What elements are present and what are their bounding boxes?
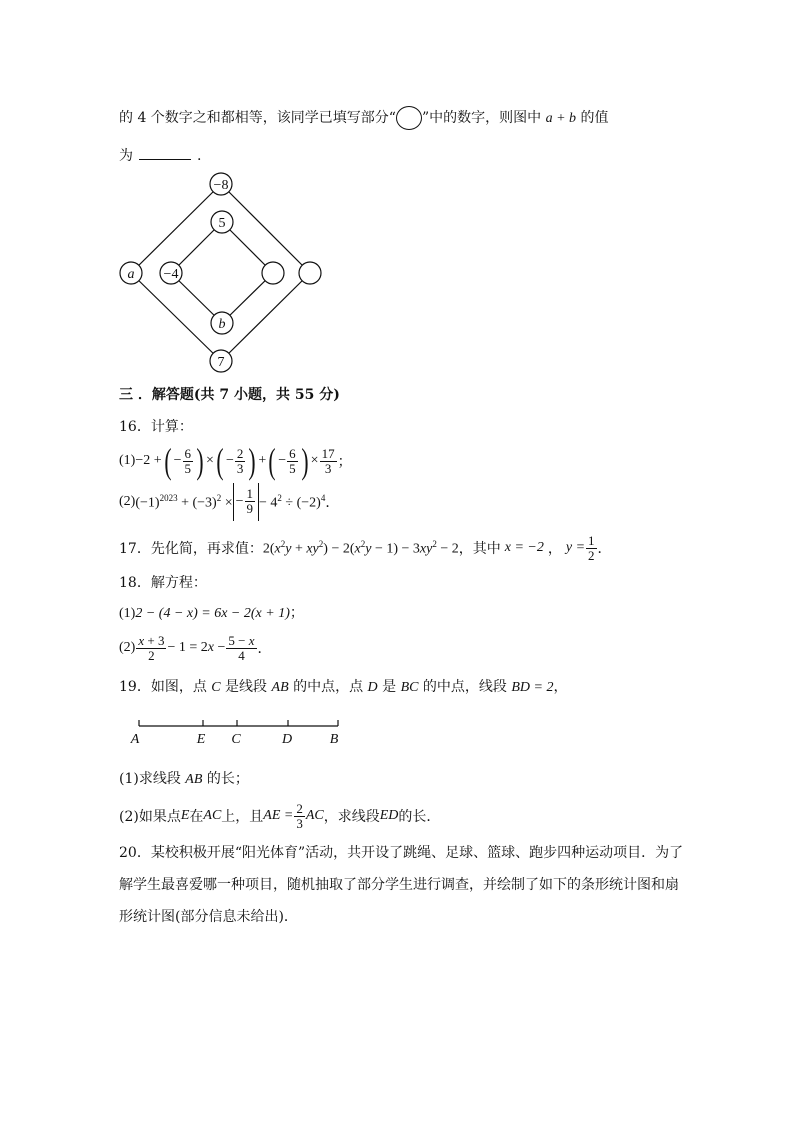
node-left-inner-label: −4 (163, 267, 179, 282)
label-B: B (329, 732, 339, 747)
segment-diagram (125, 714, 355, 748)
node-bottom-inner-label: b (218, 317, 226, 332)
q19-sub1: (1)求线段 AB 的长； (119, 771, 249, 787)
q20-line1: 20．某校积极开展“阳光体育”活动，共开设了跳绳、足球、篮球、跑步四种运动项目．为了 (119, 845, 684, 861)
q19-text: 19．如图，点 C 是线段 AB 的中点，点 D 是 BC 的中点，线段 BD = 2， (119, 679, 568, 695)
label-D: D (281, 732, 293, 747)
label-C: C (231, 732, 241, 747)
section-title: 三 ．解答题(共 7 小题，共 55 分) (119, 387, 340, 403)
outer-edge (131, 184, 221, 273)
q16-part2: (2) $(-1)^{2023} + (-3)^2$ × − $\frac{1}{9}$ − $4^2 \div (-2)^4$ ． (119, 481, 339, 523)
label-E: E (196, 732, 206, 747)
q17: 17．先化简，再求值： $2(x^2y + xy^2) - 2(x^2y - 1) - 3xy^2 - 2$ ，其中 x = −2 ， y = $\frac{1}{2}$ ． (119, 532, 612, 563)
outer-edge (131, 273, 221, 361)
q18-part1: (1)2 − (4 − x) = 6x − 2(x + 1)； (119, 605, 304, 621)
q19-sub2: (2)如果点 E 在 AC 上，且 AE = $\frac{2}{3}$ AC ，求线段 ED 的长． (119, 800, 441, 831)
diamond-diagram (110, 168, 340, 378)
q15-line2: 为 . (119, 148, 202, 164)
q16-part1: (1) −2 + ( − $\frac{6}{5}$ ) × ( − $\frac{2}{3}$ ) + ( − $\frac{6}{5}$ ) × $\frac{17}{3}$ ； (119, 441, 352, 481)
q18-part2: (2) x + 3 2 − 1 = 2x − $\frac{5 - x}{4}$ ． (119, 632, 272, 663)
node-right-outer (299, 262, 321, 284)
q20-line2: 解学生最喜爱哪一种项目，随机抽取了部分学生进行调查，并绘制了如下的条形统计图和扇 (119, 877, 679, 893)
answer-blank[interactable] (139, 159, 191, 160)
outer-edge (218, 184, 310, 273)
q16-title: 16．计算： (119, 419, 193, 435)
blank-circle-icon (396, 106, 422, 130)
q18-title: 18．解方程： (119, 575, 207, 591)
node-top-inner-label: 5 (218, 216, 226, 231)
node-bottom-outer-label: 7 (217, 355, 225, 370)
q20-line3: 形统计图(部分信息未给出)． (119, 909, 298, 925)
node-right-inner (262, 262, 284, 284)
outer-edge (218, 273, 310, 361)
label-A: A (130, 732, 140, 747)
q15-line1: 的 4 个数字之和都相等，该同学已填写部分“ ”中的数字，则图中 a + b 的值 (119, 106, 608, 130)
node-left-outer-label: a (127, 267, 135, 282)
node-top-outer-label: −8 (213, 178, 229, 193)
